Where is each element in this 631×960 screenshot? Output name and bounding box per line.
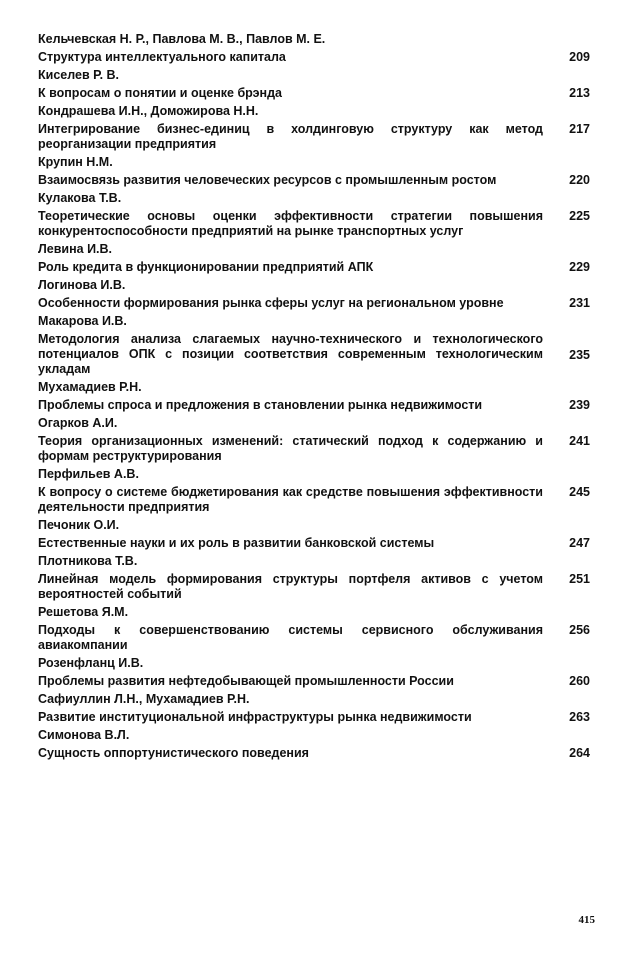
article-title: Линейная модель формирования структуры портфеля активов с учетом вероятностей событий [38, 572, 543, 601]
toc-entry [38, 260, 590, 275]
article-title: Роль кредита в функционировании предприятий АПК [38, 260, 374, 274]
toc-entry [38, 398, 590, 413]
article-title: Методология анализа слагаемых научно-технического и технологического потенциалов ОПК с позиции соответствия современным технологическим укладам [38, 332, 543, 376]
author-line: Кулакова Т.В. [38, 191, 122, 205]
page-number: 220 [569, 173, 590, 187]
article-title: К вопросу о системе бюджетирования как средстве повышения эффективности деятельности предприятия [38, 485, 543, 514]
toc-entry [38, 434, 590, 464]
article-title: Особенности формирования рынка сферы услуг на региональном уровне [38, 296, 504, 310]
toc-entry [38, 86, 590, 101]
author-line: Мухамадиев Р.Н. [38, 380, 142, 394]
article-title: Теоретические основы оценки эффективности стратегии повышения конкурентоспособности предприятий на рынке транспортных услуг [38, 209, 543, 238]
toc-entry [38, 332, 590, 377]
article-title: Сущность оппортунистического поведения [38, 746, 309, 760]
article-title: Теория организационных изменений: статический подход к содержанию и формам реструктурирования [38, 434, 543, 463]
page-number: 239 [569, 398, 590, 412]
page-number: 225 [569, 209, 590, 223]
article-title: Структура интеллектуального капитала [38, 50, 286, 64]
author-line: Решетова Я.М. [38, 605, 129, 619]
toc-entry [38, 122, 590, 152]
author-line: Печоник О.И. [38, 518, 120, 532]
author-line: Плотникова Т.В. [38, 554, 138, 568]
page-number: 245 [569, 485, 590, 499]
page-number: 264 [569, 746, 590, 760]
author-line: Симонова В.Л. [38, 728, 130, 742]
toc-entry [38, 746, 590, 761]
author-line: Киселев Р. В. [38, 68, 120, 82]
page-number: 241 [569, 434, 590, 448]
author-line: Левина И.В. [38, 242, 113, 256]
author-line: Кельчевская Н. Р., Павлова М. В., Павлов М. Е. [38, 32, 326, 46]
author-line: Кондрашева И.Н., Доможирова Н.Н. [38, 104, 259, 118]
table-of-contents [38, 30, 590, 764]
article-title: К вопросам о понятии и оценке брэнда [38, 86, 282, 100]
page-number: 209 [569, 50, 590, 64]
page-number: 235 [569, 348, 590, 362]
author-line: Логинова И.В. [38, 278, 126, 292]
page-number: 251 [569, 572, 590, 586]
toc-entry [38, 572, 590, 602]
author-line: Перфильев А.В. [38, 467, 139, 481]
toc-entry [38, 209, 590, 239]
toc-entry [38, 674, 590, 689]
page-number: 213 [569, 86, 590, 100]
article-title: Подходы к совершенствованию системы сервисного обслуживания авиакомпании [38, 623, 543, 652]
author-line: Розенфланц И.В. [38, 656, 144, 670]
author-line: Крупин Н.М. [38, 155, 113, 169]
toc-entry [38, 485, 590, 515]
page-number: 247 [569, 536, 590, 550]
article-title: Естественные науки и их роль в развитии банковской системы [38, 536, 435, 550]
page-number: 217 [569, 122, 590, 136]
author-line: Огарков А.И. [38, 416, 118, 430]
author-line: Макарова И.В. [38, 314, 127, 328]
article-title: Развитие институциональной инфраструктуры рынка недвижимости [38, 710, 472, 724]
toc-entry [38, 623, 590, 653]
article-title: Взаимосвязь развития человеческих ресурсов с промышленным ростом [38, 173, 497, 187]
article-title: Интегрирование бизнес-единиц в холдинговую структуру как метод реорганизации предприятия [38, 122, 543, 151]
author-line: Сафиуллин Л.Н., Мухамадиев Р.Н. [38, 692, 250, 706]
page-number: 231 [569, 296, 590, 310]
toc-entry [38, 710, 590, 725]
toc-entry [38, 536, 590, 551]
article-title: Проблемы спроса и предложения в становлении рынка недвижимости [38, 398, 483, 412]
toc-entry [38, 173, 590, 188]
page-number: 263 [569, 710, 590, 724]
article-title: Проблемы развития нефтедобывающей промышленности России [38, 674, 454, 688]
toc-entry [38, 296, 590, 311]
page-number: 229 [569, 260, 590, 274]
toc-entry [38, 50, 590, 65]
page-number: 256 [569, 623, 590, 637]
folio-page-number: 415 [578, 914, 595, 926]
page-number: 260 [569, 674, 590, 688]
